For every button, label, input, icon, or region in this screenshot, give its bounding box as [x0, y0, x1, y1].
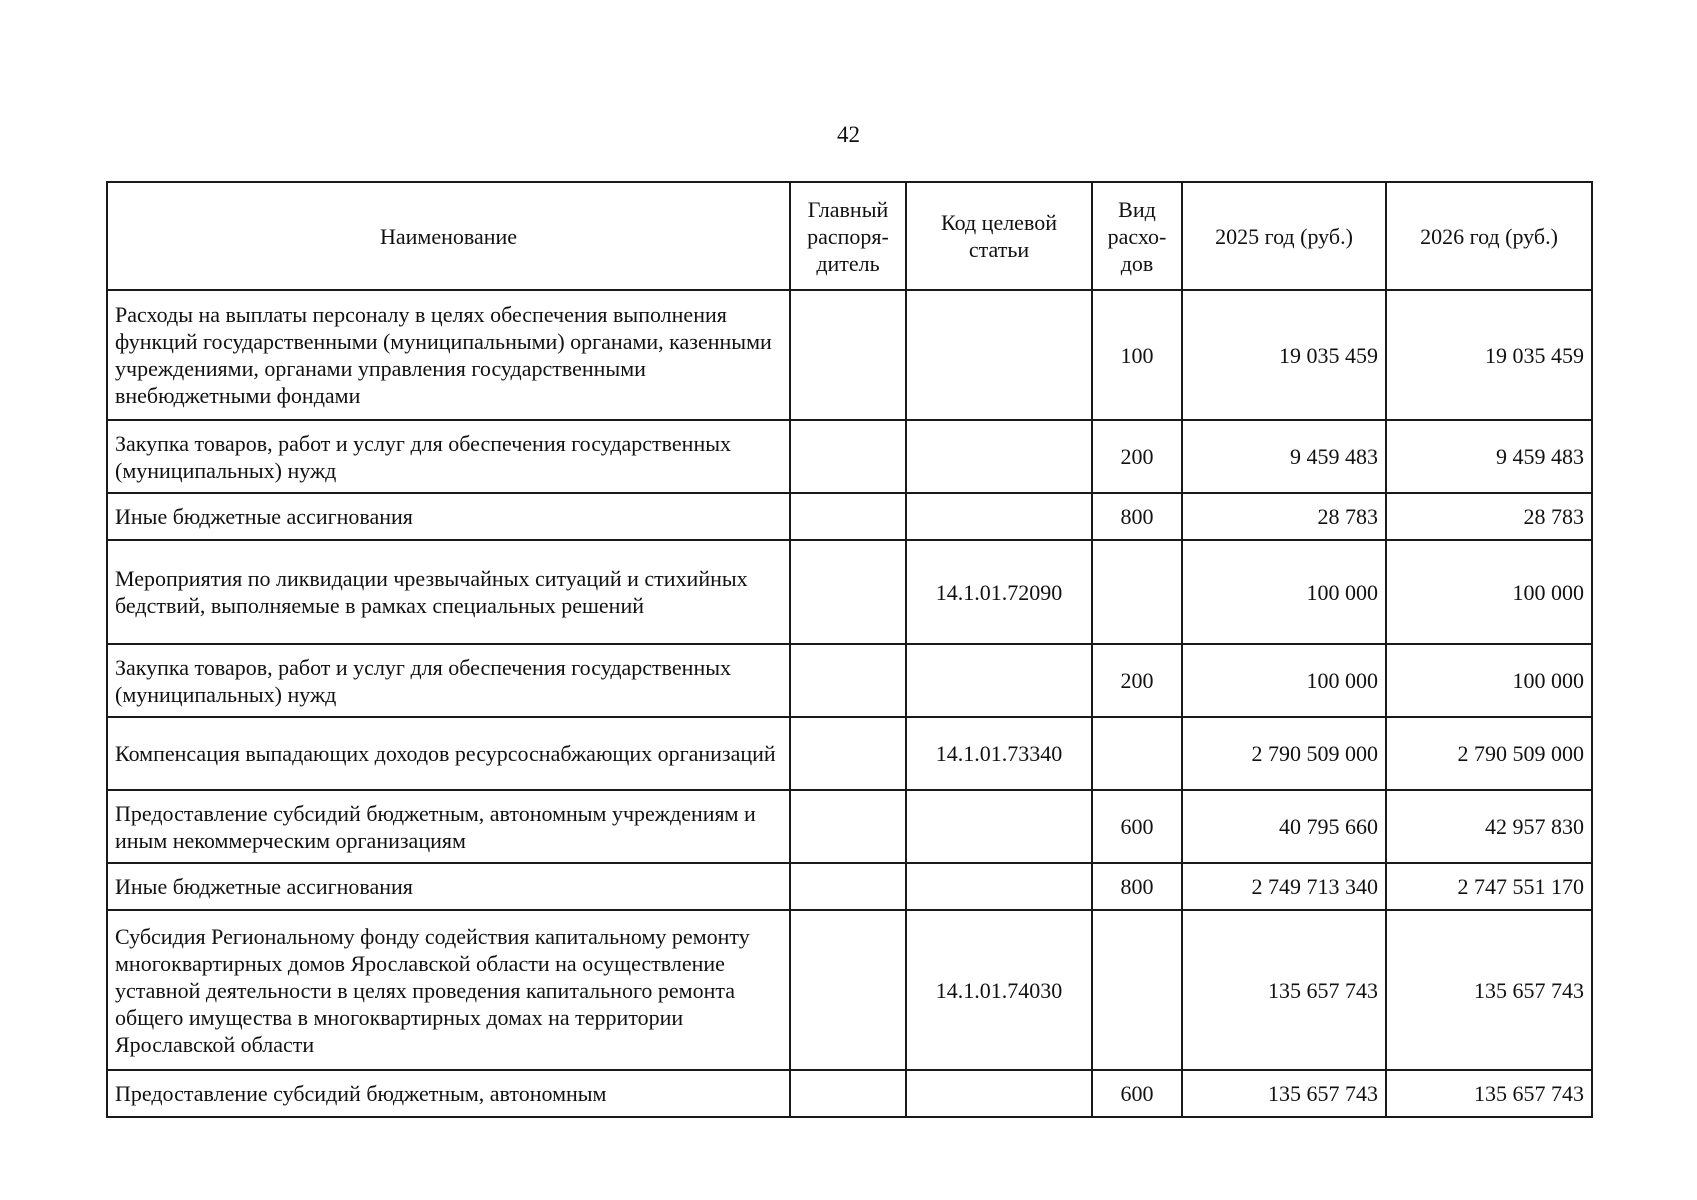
- table-row: [107, 790, 1592, 863]
- row-year-2026: 19 035 459: [1386, 290, 1592, 420]
- row-manager: [790, 1070, 906, 1117]
- row-manager: [790, 717, 906, 790]
- row-year-2026: 9 459 483: [1386, 420, 1592, 493]
- header-expense-type: Вид расхо-дов: [1092, 182, 1182, 290]
- row-year-2026: 2 747 551 170: [1386, 863, 1592, 910]
- row-name: Компенсация выпадающих доходов ресурсоснабжающих организаций: [107, 717, 790, 790]
- table-row: [107, 717, 1592, 790]
- row-year-2025: 2 749 713 340: [1182, 863, 1386, 910]
- table-row: [107, 863, 1592, 910]
- table-row: [107, 1070, 1592, 1117]
- row-expense-type: [1092, 540, 1182, 644]
- row-expense-type: 200: [1092, 644, 1182, 717]
- row-year-2026: 2 790 509 000: [1386, 717, 1592, 790]
- header-year-2025: 2025 год (руб.): [1182, 182, 1386, 290]
- row-expense-type: [1092, 910, 1182, 1070]
- row-manager: [790, 863, 906, 910]
- row-year-2026: 135 657 743: [1386, 910, 1592, 1070]
- row-name: Расходы на выплаты персоналу в целях обеспечения выполнения функций государственными (муниципальными) органами, казенными учреждениями, органами управления государственными внебюджетными фондами: [107, 290, 790, 420]
- row-year-2025: 100 000: [1182, 540, 1386, 644]
- row-year-2025: 9 459 483: [1182, 420, 1386, 493]
- row-manager: [790, 644, 906, 717]
- row-year-2025: 135 657 743: [1182, 1070, 1386, 1117]
- row-manager: [790, 420, 906, 493]
- row-expense-type: 100: [1092, 290, 1182, 420]
- header-manager: Главный распоря-дитель: [790, 182, 906, 290]
- row-code: [906, 863, 1092, 910]
- table-header: [107, 182, 1592, 290]
- row-code: [906, 290, 1092, 420]
- row-code: [906, 644, 1092, 717]
- table-row: [107, 644, 1592, 717]
- row-year-2025: 28 783: [1182, 493, 1386, 540]
- row-year-2026: 135 657 743: [1386, 1070, 1592, 1117]
- row-year-2025: 100 000: [1182, 644, 1386, 717]
- row-name: Иные бюджетные ассигнования: [107, 493, 790, 540]
- table-row: [107, 540, 1592, 644]
- row-name: Субсидия Региональному фонду содействия капитальному ремонту многоквартирных домов Ярославской области на осуществление уставной деятельности в целях проведения капитального ремонта общего имущества в многоквартирных домах на территории Ярославской области: [107, 910, 790, 1070]
- row-name: Закупка товаров, работ и услуг для обеспечения государственных (муниципальных) нужд: [107, 420, 790, 493]
- row-expense-type: 800: [1092, 863, 1182, 910]
- row-year-2025: 2 790 509 000: [1182, 717, 1386, 790]
- row-year-2025: 19 035 459: [1182, 290, 1386, 420]
- header-name: Наименование: [107, 182, 790, 290]
- row-name: Иные бюджетные ассигнования: [107, 863, 790, 910]
- budget-table: [106, 181, 1593, 1118]
- row-code: 14.1.01.73340: [906, 717, 1092, 790]
- row-manager: [790, 540, 906, 644]
- row-code: 14.1.01.72090: [906, 540, 1092, 644]
- row-year-2026: 42 957 830: [1386, 790, 1592, 863]
- page-number: 42: [837, 122, 860, 147]
- header-code: Код целевой статьи: [906, 182, 1092, 290]
- row-expense-type: [1092, 717, 1182, 790]
- row-name: Закупка товаров, работ и услуг для обеспечения государственных (муниципальных) нужд: [107, 644, 790, 717]
- row-year-2026: 100 000: [1386, 644, 1592, 717]
- row-code: [906, 1070, 1092, 1117]
- row-code: [906, 493, 1092, 540]
- row-manager: [790, 290, 906, 420]
- table-row: [107, 910, 1592, 1070]
- row-name: Мероприятия по ликвидации чрезвычайных ситуаций и стихийных бедствий, выполняемые в рамках специальных решений: [107, 540, 790, 644]
- row-year-2026: 28 783: [1386, 493, 1592, 540]
- row-name: Предоставление субсидий бюджетным, автономным учреждениям и иным некоммерческим организациям: [107, 790, 790, 863]
- row-name: Предоставление субсидий бюджетным, автономным: [107, 1070, 790, 1117]
- header-row: [107, 182, 1592, 290]
- row-expense-type: 800: [1092, 493, 1182, 540]
- table-row: [107, 420, 1592, 493]
- row-year-2025: 40 795 660: [1182, 790, 1386, 863]
- row-code: [906, 790, 1092, 863]
- row-year-2025: 135 657 743: [1182, 910, 1386, 1070]
- row-expense-type: 200: [1092, 420, 1182, 493]
- row-code: [906, 420, 1092, 493]
- table-body: [107, 290, 1592, 1117]
- row-manager: [790, 790, 906, 863]
- row-expense-type: 600: [1092, 790, 1182, 863]
- row-manager: [790, 493, 906, 540]
- header-year-2026: 2026 год (руб.): [1386, 182, 1592, 290]
- row-year-2026: 100 000: [1386, 540, 1592, 644]
- table-row: [107, 290, 1592, 420]
- row-manager: [790, 910, 906, 1070]
- table-row: [107, 493, 1592, 540]
- row-expense-type: 600: [1092, 1070, 1182, 1117]
- row-code: 14.1.01.74030: [906, 910, 1092, 1070]
